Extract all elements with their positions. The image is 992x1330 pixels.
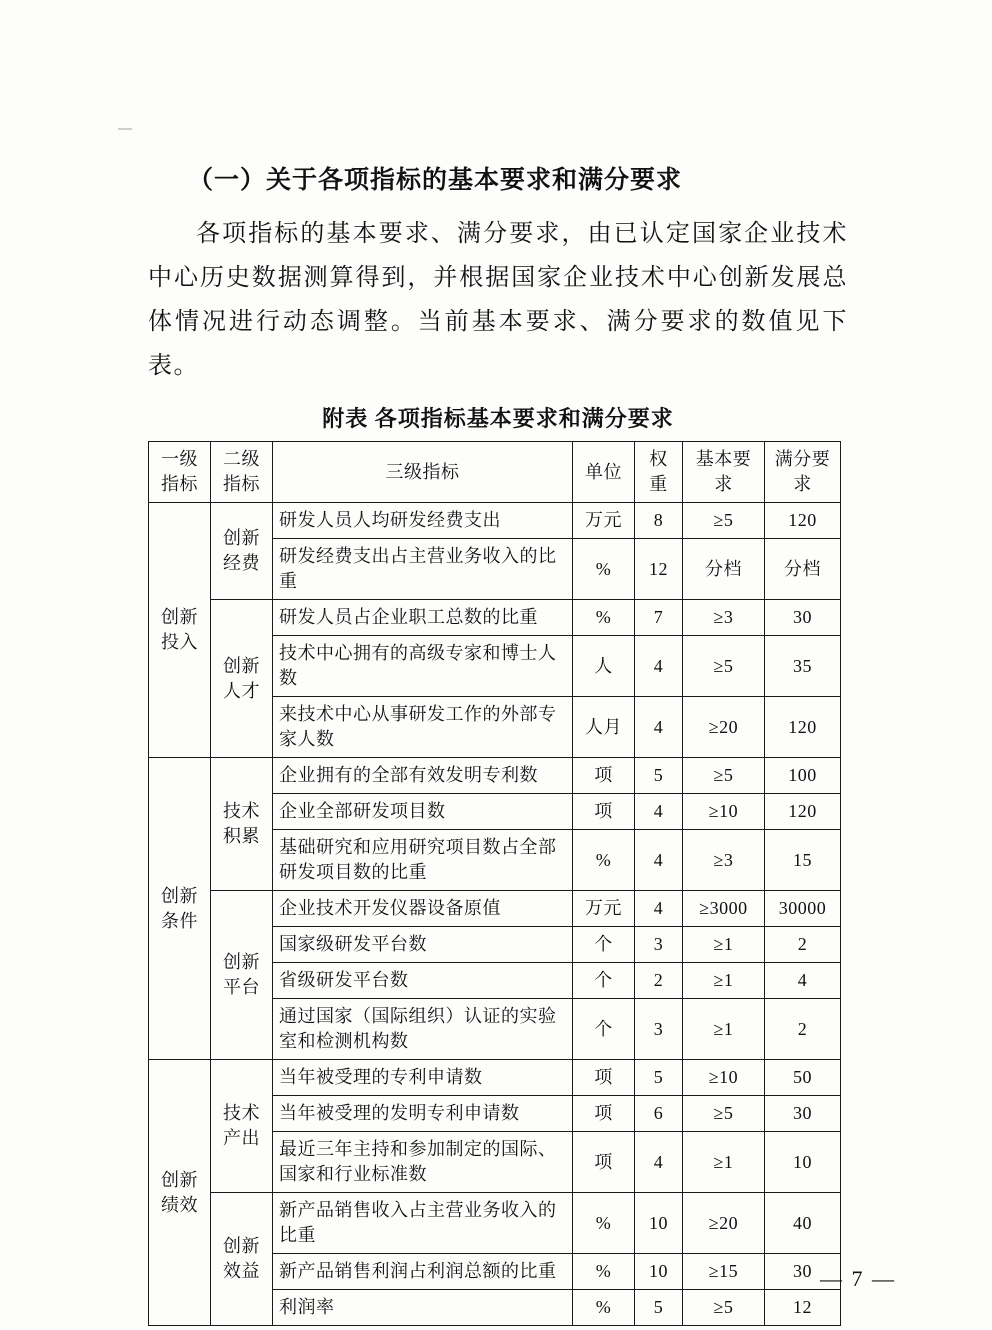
cell-weight: 3 (635, 927, 683, 963)
cell-weight: 2 (635, 963, 683, 999)
cell-full-requirement: 12 (765, 1290, 841, 1326)
cell-weight: 4 (635, 891, 683, 927)
cell-basic-requirement: ≥15 (683, 1254, 765, 1290)
cell-weight: 4 (635, 1132, 683, 1193)
cell-indicator: 研发人员占企业职工总数的比重 (273, 600, 573, 636)
cell-level2: 技术产出 (211, 1060, 273, 1193)
header-weight: 权重 (635, 442, 683, 503)
cell-indicator: 省级研发平台数 (273, 963, 573, 999)
cell-unit: 项 (573, 1132, 635, 1193)
cell-unit: % (573, 1254, 635, 1290)
cell-weight: 4 (635, 794, 683, 830)
cell-unit: 项 (573, 758, 635, 794)
cell-weight: 12 (635, 539, 683, 600)
cell-full-requirement: 30 (765, 1254, 841, 1290)
cell-weight: 4 (635, 697, 683, 758)
body-paragraph: 各项指标的基本要求、满分要求，由已认定国家企业技术中心历史数据测算得到，并根据国家企业技术中心创新发展总体情况进行动态调整。当前基本要求、满分要求的数值见下表。 (148, 221, 848, 379)
cell-indicator: 研发人员人均研发经费支出 (273, 503, 573, 539)
cell-full-requirement: 30 (765, 600, 841, 636)
cell-basic-requirement: ≥3 (683, 830, 765, 891)
cell-full-requirement: 120 (765, 794, 841, 830)
cell-weight: 10 (635, 1254, 683, 1290)
table-row (149, 1060, 841, 1096)
table-body (149, 503, 841, 1326)
header-level1: 一级指标 (149, 442, 211, 503)
cell-weight: 8 (635, 503, 683, 539)
table-row (149, 758, 841, 794)
cell-basic-requirement: ≥20 (683, 1193, 765, 1254)
cell-unit: % (573, 600, 635, 636)
cell-basic-requirement: ≥5 (683, 636, 765, 697)
cell-full-requirement: 35 (765, 636, 841, 697)
table-caption: 附表 各项指标基本要求和满分要求 (322, 406, 674, 431)
page-edge-mark (118, 128, 132, 130)
cell-unit: % (573, 1290, 635, 1326)
cell-weight: 3 (635, 999, 683, 1060)
cell-level2: 创新经费 (211, 503, 273, 600)
cell-weight: 10 (635, 1193, 683, 1254)
cell-indicator: 通过国家（国际组织）认证的实验室和检测机构数 (273, 999, 573, 1060)
cell-indicator: 技术中心拥有的高级专家和博士人数 (273, 636, 573, 697)
header-level2: 二级指标 (211, 442, 273, 503)
cell-indicator: 企业拥有的全部有效发明专利数 (273, 758, 573, 794)
cell-unit: 项 (573, 1060, 635, 1096)
cell-unit: 项 (573, 794, 635, 830)
cell-full-requirement: 120 (765, 503, 841, 539)
cell-level1: 创新条件 (149, 758, 211, 1060)
cell-level2: 创新平台 (211, 891, 273, 1060)
cell-indicator: 研发经费支出占主营业务收入的比重 (273, 539, 573, 600)
cell-basic-requirement: ≥10 (683, 794, 765, 830)
cell-unit: 人月 (573, 697, 635, 758)
cell-unit: % (573, 539, 635, 600)
table-row (149, 600, 841, 636)
cell-full-requirement: 50 (765, 1060, 841, 1096)
cell-indicator: 当年被受理的专利申请数 (273, 1060, 573, 1096)
cell-basic-requirement: ≥1 (683, 927, 765, 963)
cell-basic-requirement: ≥10 (683, 1060, 765, 1096)
cell-unit: 项 (573, 1096, 635, 1132)
cell-basic-requirement: 分档 (683, 539, 765, 600)
cell-indicator: 新产品销售收入占主营业务收入的比重 (273, 1193, 573, 1254)
cell-weight: 6 (635, 1096, 683, 1132)
cell-basic-requirement: ≥1 (683, 999, 765, 1060)
header-unit: 单位 (573, 442, 635, 503)
cell-basic-requirement: ≥1 (683, 1132, 765, 1193)
cell-full-requirement: 10 (765, 1132, 841, 1193)
section-heading: （一）关于各项指标的基本要求和满分要求 (188, 167, 683, 194)
cell-basic-requirement: ≥5 (683, 1096, 765, 1132)
cell-unit: 万元 (573, 891, 635, 927)
header-level3: 三级指标 (273, 442, 573, 503)
cell-unit: 个 (573, 963, 635, 999)
header-full: 满分要求 (765, 442, 841, 503)
document-content (148, 160, 848, 1326)
cell-level1: 创新绩效 (149, 1060, 211, 1326)
page-number: — 7 — (820, 1266, 896, 1291)
cell-unit: 万元 (573, 503, 635, 539)
cell-indicator: 国家级研发平台数 (273, 927, 573, 963)
cell-weight: 5 (635, 758, 683, 794)
cell-indicator: 企业全部研发项目数 (273, 794, 573, 830)
cell-full-requirement: 120 (765, 697, 841, 758)
cell-full-requirement: 15 (765, 830, 841, 891)
cell-full-requirement: 100 (765, 758, 841, 794)
cell-level2: 技术积累 (211, 758, 273, 891)
table-header-row (149, 442, 841, 503)
cell-indicator: 新产品销售利润占利润总额的比重 (273, 1254, 573, 1290)
cell-unit: 个 (573, 927, 635, 963)
cell-full-requirement: 30000 (765, 891, 841, 927)
cell-weight: 5 (635, 1060, 683, 1096)
cell-weight: 7 (635, 600, 683, 636)
cell-unit: 个 (573, 999, 635, 1060)
cell-indicator: 来技术中心从事研发工作的外部专家人数 (273, 697, 573, 758)
cell-full-requirement: 分档 (765, 539, 841, 600)
cell-full-requirement: 2 (765, 927, 841, 963)
cell-basic-requirement: ≥3000 (683, 891, 765, 927)
table-row (149, 503, 841, 539)
cell-level2: 创新效益 (211, 1193, 273, 1326)
cell-weight: 4 (635, 830, 683, 891)
cell-full-requirement: 40 (765, 1193, 841, 1254)
table-row (149, 891, 841, 927)
cell-weight: 5 (635, 1290, 683, 1326)
cell-full-requirement: 2 (765, 999, 841, 1060)
cell-level2: 创新人才 (211, 600, 273, 758)
cell-unit: % (573, 1193, 635, 1254)
cell-basic-requirement: ≥5 (683, 503, 765, 539)
cell-indicator: 最近三年主持和参加制定的国际、国家和行业标准数 (273, 1132, 573, 1193)
cell-indicator: 当年被受理的发明专利申请数 (273, 1096, 573, 1132)
cell-full-requirement: 4 (765, 963, 841, 999)
cell-unit: 人 (573, 636, 635, 697)
cell-basic-requirement: ≥3 (683, 600, 765, 636)
cell-indicator: 基础研究和应用研究项目数占全部研发项目数的比重 (273, 830, 573, 891)
cell-weight: 4 (635, 636, 683, 697)
cell-basic-requirement: ≥1 (683, 963, 765, 999)
cell-basic-requirement: ≥5 (683, 758, 765, 794)
cell-indicator: 企业技术开发仪器设备原值 (273, 891, 573, 927)
indicators-table (148, 441, 841, 1326)
cell-unit: % (573, 830, 635, 891)
table-row (149, 1193, 841, 1254)
cell-full-requirement: 30 (765, 1096, 841, 1132)
cell-level1: 创新投入 (149, 503, 211, 758)
cell-indicator: 利润率 (273, 1290, 573, 1326)
header-basic: 基本要求 (683, 442, 765, 503)
cell-basic-requirement: ≥20 (683, 697, 765, 758)
cell-basic-requirement: ≥5 (683, 1290, 765, 1326)
